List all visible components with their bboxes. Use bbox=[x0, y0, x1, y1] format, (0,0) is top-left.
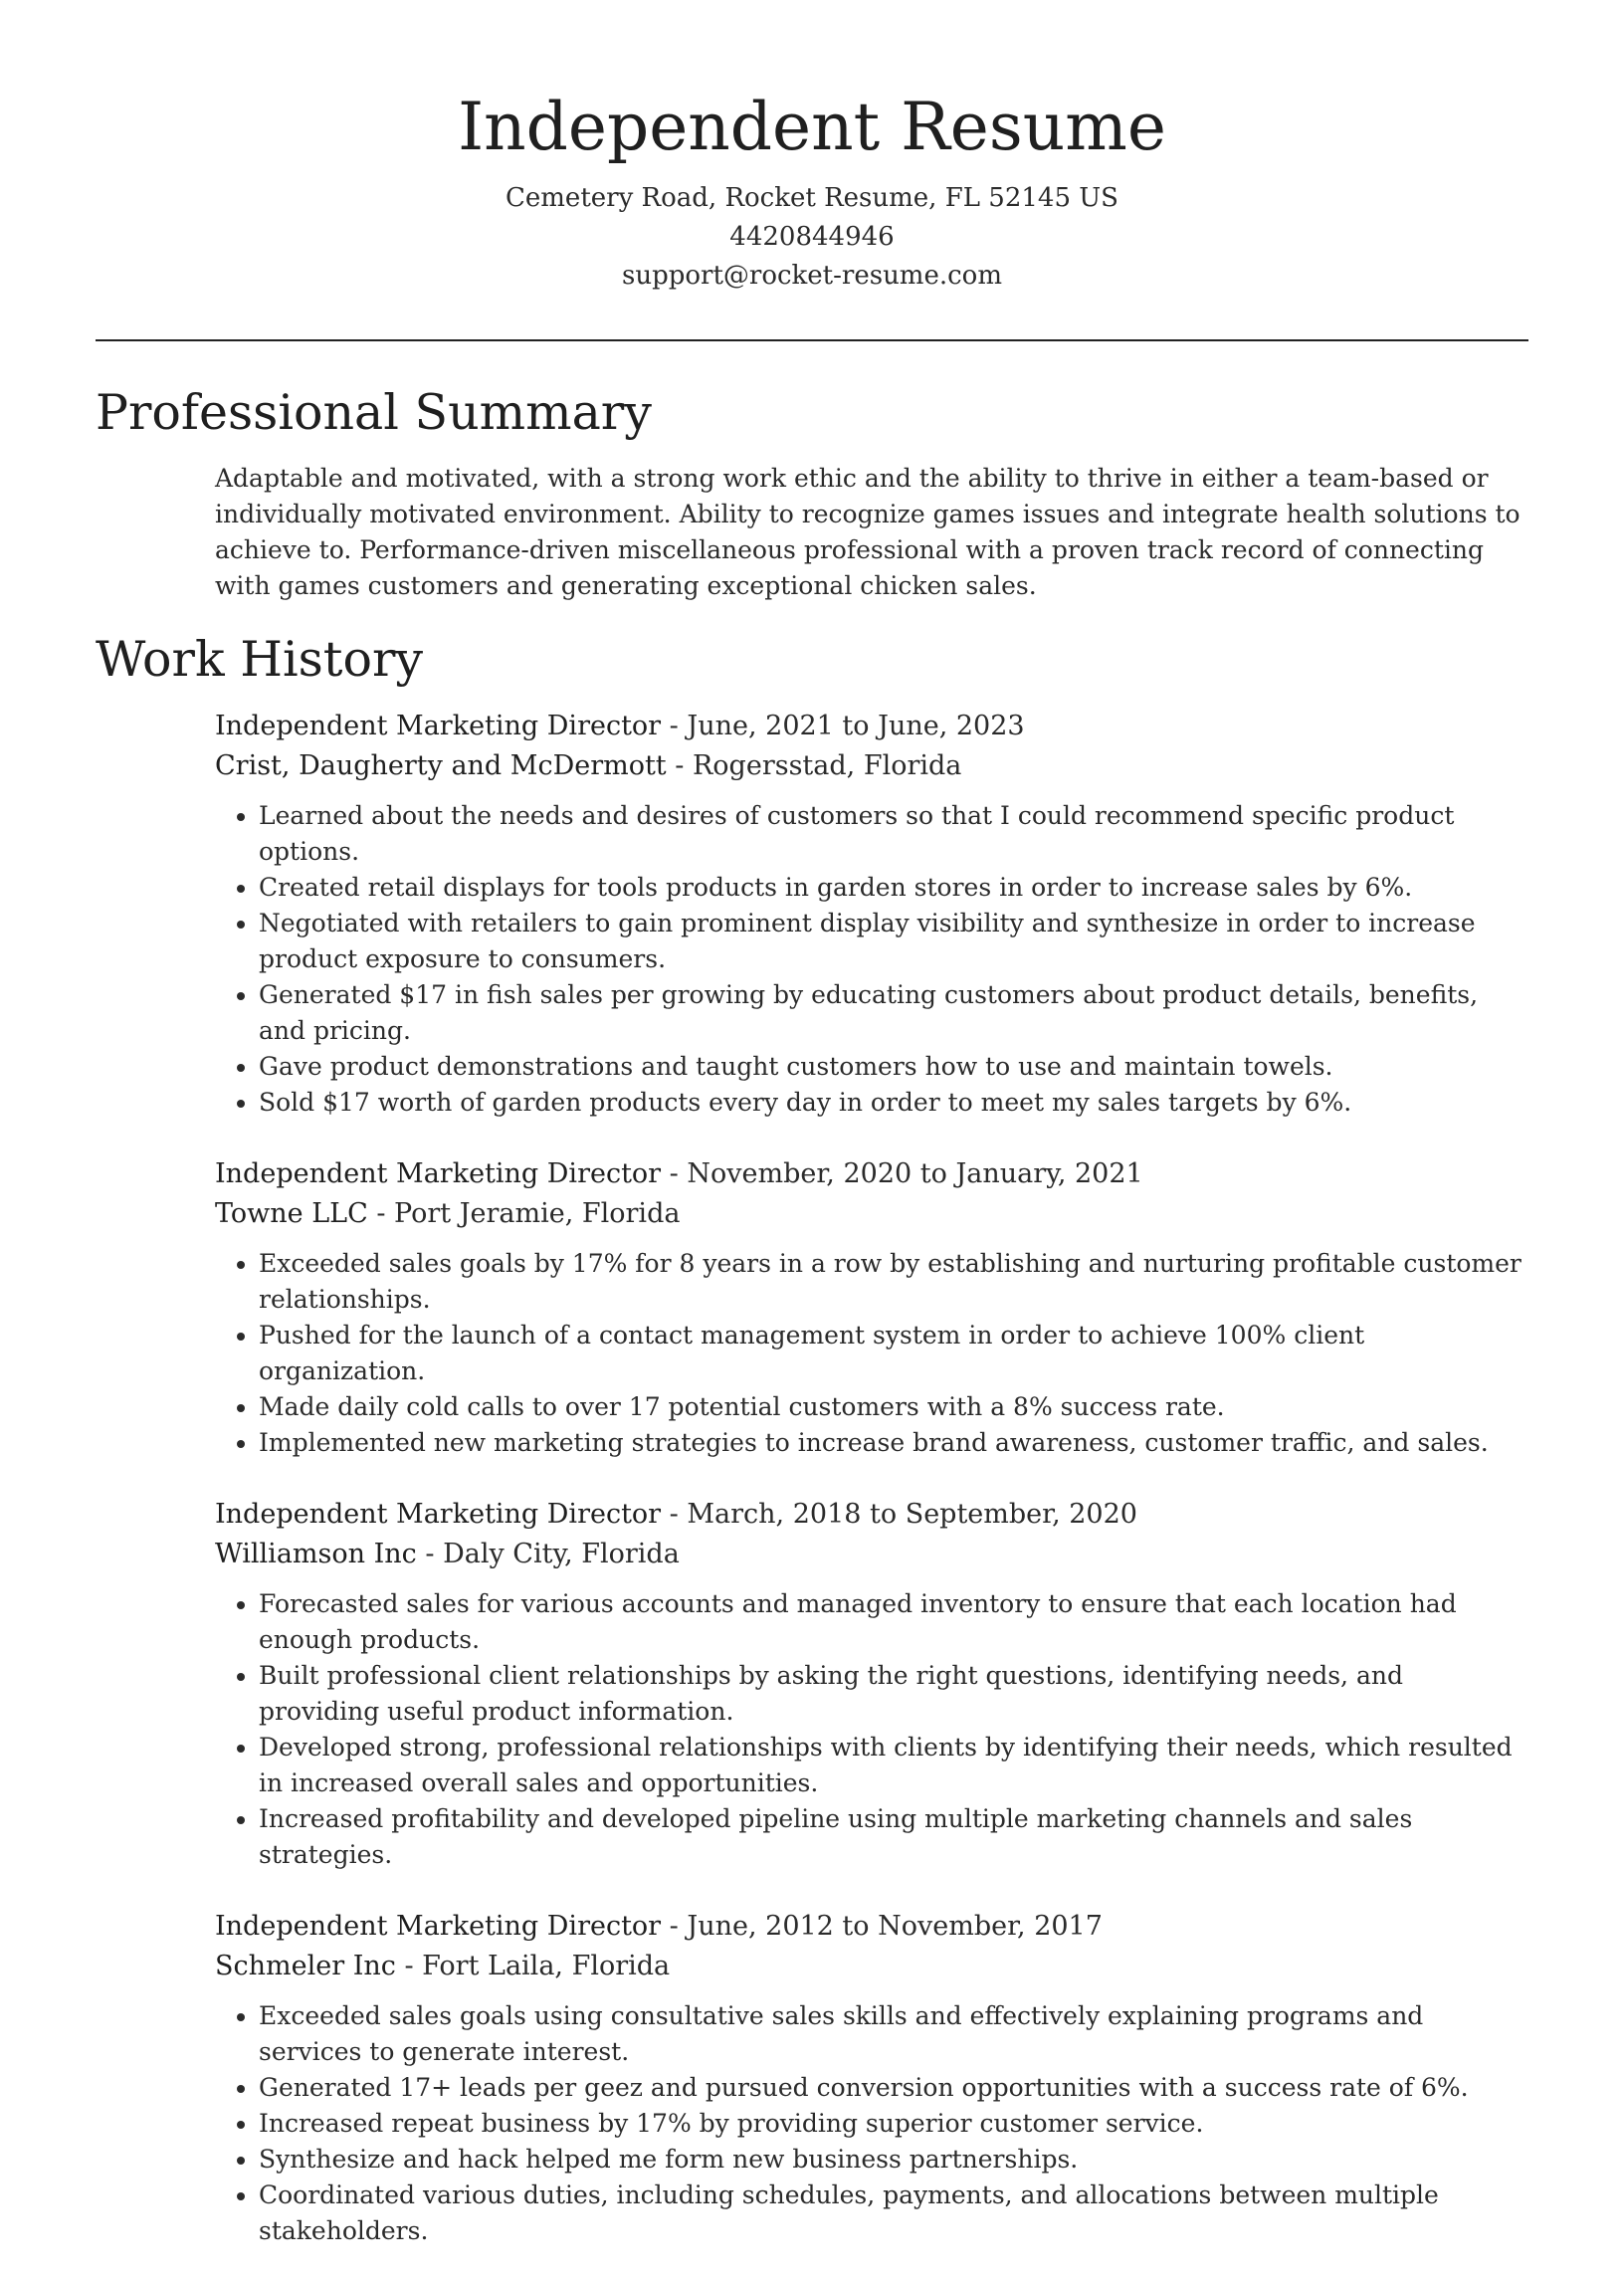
job-company: Towne LLC bbox=[215, 1198, 368, 1229]
job-bullet: • Made daily cold calls to over 17 potential customers with a 8% success rate. bbox=[259, 1389, 1528, 1425]
job-bullet: • Generated $17 in fish sales per growing by educating customers about product details, benefits, and pricing. bbox=[259, 977, 1528, 1049]
job-bullet: • Sold $17 worth of garden products every day in order to meet my sales targets by 6%. bbox=[259, 1085, 1528, 1121]
job-location: Fort Laila, Florida bbox=[422, 1951, 671, 1981]
job-title-line bbox=[215, 1154, 1528, 1194]
job-title: Independent Marketing Director bbox=[215, 1158, 662, 1189]
separator: - bbox=[661, 1499, 688, 1530]
job-location: Rogersstad, Florida bbox=[692, 750, 962, 781]
job-bullet: • Forecasted sales for various accounts and managed inventory to ensure that each location had enough products. bbox=[259, 1586, 1528, 1658]
separator: - bbox=[395, 1951, 423, 1981]
job-bullet: • Developed strong, professional relationships with clients by identifying their needs, which resulted in increased overall sales and opportunities. bbox=[259, 1730, 1528, 1801]
separator: - bbox=[661, 1911, 688, 1942]
job-dates: June, 2021 to June, 2023 bbox=[687, 711, 1025, 741]
separator: - bbox=[416, 1539, 444, 1569]
job-location: Port Jeramie, Florida bbox=[394, 1198, 681, 1229]
work-history-heading: Work History bbox=[96, 631, 424, 688]
header-divider bbox=[96, 339, 1528, 341]
separator: - bbox=[661, 711, 688, 741]
job-bullet: • Coordinated various duties, including schedules, payments, and allocations between multiple stakeholders. bbox=[259, 2178, 1528, 2249]
job-dates: March, 2018 to September, 2020 bbox=[687, 1499, 1137, 1530]
job-title: Independent Marketing Director bbox=[215, 1499, 662, 1530]
job-title-line bbox=[215, 707, 1528, 746]
job-bullets bbox=[215, 1246, 1528, 1461]
resume-name: Independent Resume bbox=[458, 89, 1166, 165]
summary-text: Adaptable and motivated, with a strong work ethic and the ability to thrive in either a team-based or individually motivated environment. Ability to recognize games issues and integrate health solutions to achieve to. Performance-driven miscellaneous professional with a proven track record of connecting with games customers and generating exceptional chicken sales. bbox=[215, 464, 1521, 600]
contact-email: support@rocket-resume.com bbox=[621, 261, 1002, 291]
job-bullet: • Learned about the needs and desires of customers so that I could recommend specific product options. bbox=[259, 798, 1528, 870]
separator: - bbox=[661, 1158, 688, 1189]
job-bullet: • Pushed for the launch of a contact management system in order to achieve 100% client organization. bbox=[259, 1318, 1528, 1389]
contact-phone: 4420844946 bbox=[729, 222, 895, 252]
job-bullet: • Exceeded sales goals using consultative sales skills and effectively explaining programs and services to generate interest. bbox=[259, 1998, 1528, 2070]
job-entry bbox=[215, 707, 1528, 1121]
job-title-line bbox=[215, 1495, 1528, 1535]
job-bullet: • Gave product demonstrations and taught customers how to use and maintain towels. bbox=[259, 1049, 1528, 1085]
job-location: Daly City, Florida bbox=[443, 1539, 680, 1569]
resume-header bbox=[0, 0, 1624, 296]
separator: - bbox=[367, 1198, 395, 1229]
job-dates: June, 2012 to November, 2017 bbox=[687, 1911, 1103, 1942]
job-bullet: • Generated 17+ leads per geez and pursued conversion opportunities with a success rate of 6%. bbox=[259, 2070, 1528, 2106]
job-bullets bbox=[215, 1998, 1528, 2249]
job-company-line bbox=[215, 1535, 1528, 1574]
job-bullet: • Synthesize and hack helped me form new business partnerships. bbox=[259, 2142, 1528, 2178]
job-company: Crist, Daugherty and McDermott bbox=[215, 750, 667, 781]
contact-address: Cemetery Road, Rocket Resume, FL 52145 US bbox=[506, 183, 1118, 213]
work-history-list bbox=[215, 707, 1528, 2283]
job-entry bbox=[215, 1907, 1528, 2249]
separator: - bbox=[666, 750, 693, 781]
job-company: Schmeler Inc bbox=[215, 1951, 396, 1981]
job-title: Independent Marketing Director bbox=[215, 1911, 662, 1942]
job-company: Williamson Inc bbox=[215, 1539, 417, 1569]
job-bullet: • Increased repeat business by 17% by providing superior customer service. bbox=[259, 2106, 1528, 2142]
job-bullet: • Increased profitability and developed pipeline using multiple marketing channels and sales strategies. bbox=[259, 1801, 1528, 1873]
job-entry bbox=[215, 1154, 1528, 1461]
job-title-line bbox=[215, 1907, 1528, 1947]
contact-info bbox=[0, 179, 1624, 296]
job-bullets bbox=[215, 798, 1528, 1121]
job-bullet: • Created retail displays for tools products in garden stores in order to increase sales by 6%. bbox=[259, 870, 1528, 906]
job-bullet: • Negotiated with retailers to gain prominent display visibility and synthesize in order to increase product exposure to consumers. bbox=[259, 906, 1528, 977]
job-company-line bbox=[215, 746, 1528, 786]
job-company-line bbox=[215, 1947, 1528, 1986]
job-title: Independent Marketing Director bbox=[215, 711, 662, 741]
job-bullets bbox=[215, 1586, 1528, 1873]
job-bullet: • Built professional client relationships by asking the right questions, identifying needs, and providing useful product information. bbox=[259, 1658, 1528, 1730]
summary-heading: Professional Summary bbox=[96, 384, 652, 441]
job-dates: November, 2020 to January, 2021 bbox=[687, 1158, 1143, 1189]
job-bullet: • Exceeded sales goals by 17% for 8 years in a row by establishing and nurturing profitable customer relationships. bbox=[259, 1246, 1528, 1318]
job-bullet: • Implemented new marketing strategies to increase brand awareness, customer traffic, and sales. bbox=[259, 1425, 1528, 1461]
job-company-line bbox=[215, 1194, 1528, 1234]
job-entry bbox=[215, 1495, 1528, 1873]
